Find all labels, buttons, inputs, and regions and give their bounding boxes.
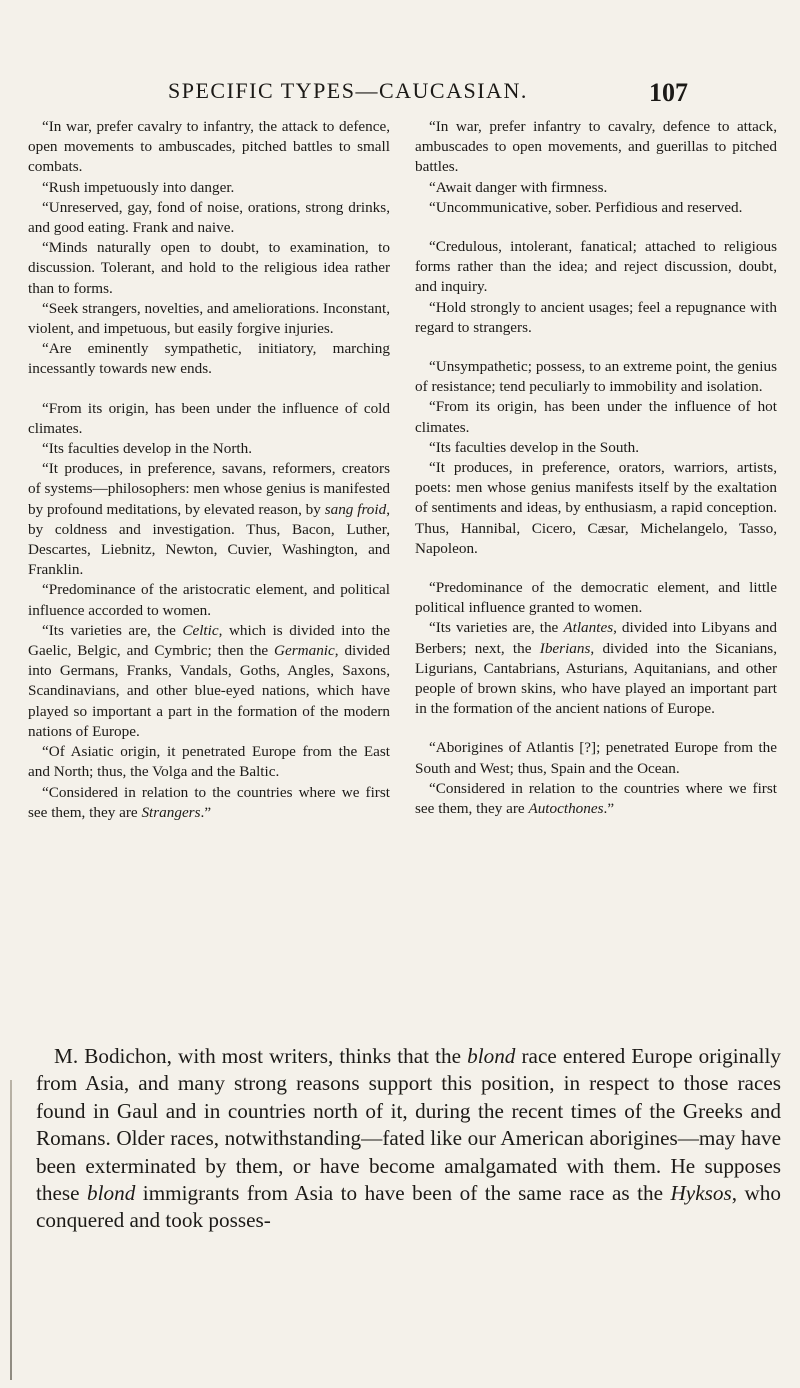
left-column-paragraph: “Unreserved, gay, fond of noise, orations, strong drinks, and good eating. Frank and naive. [28, 198, 390, 237]
left-column-paragraph: “Are eminently sympathetic, initiatory, marching incessantly towards new ends. [28, 340, 390, 378]
page-edge-shadow [10, 1080, 12, 1380]
running-head [168, 78, 688, 108]
right-column-paragraph: “Aborigines of Atlantis [?]; penetrated Europe from the South and West; thus, Spain and the Ocean. [415, 739, 777, 777]
right-column-paragraph: “Its faculties develop in the South. [429, 438, 640, 456]
left-column-paragraph: “Minds naturally open to doubt, to examination, to discussion. Tolerant, and hold to the religious idea rather than to forms. [28, 239, 390, 297]
right-column-paragraph: “Considered in relation to the countries where we first see them, they are Autocthones.” [415, 779, 777, 818]
right-column-paragraph: “Credulous, intolerant, fanatical; attached to religious forms rather than the idea; and reject discussion, doubt, and inquiry. [415, 238, 777, 296]
right-column-paragraph: “Uncommunicative, sober. Perfidious and reserved. [429, 198, 743, 216]
right-column-paragraph: “Predominance of the democratic element, and little political influence granted to women. [415, 579, 777, 617]
body-paragraph: M. Bodichon, with most writers, thinks that the blond race entered Europe originally from Asia, and many strong reasons support this position, in respect to those races found in Gaul and in countries north of it, during the recent times of the Greeks and Romans. Older races, notwithstanding—fated like our American aborigines—may have been exterminated by them, or have become amalgamated with them. He supposes these blond immigrants from Asia to have been of the same race as the Hyksos, who conquered and took posses- [36, 1044, 781, 1233]
left-column-paragraph: “From its origin, has been under the influence of cold climates. [28, 399, 390, 437]
right-column-paragraph: “Hold strongly to ancient usages; feel a repugnance with regard to strangers. [415, 298, 777, 336]
running-title: SPECIFIC TYPES—CAUCASIAN. [168, 78, 528, 103]
left-column-paragraph: “In war, prefer cavalry to infantry, the attack to defence, open movements to ambuscades, pitched battles to small combats. [28, 118, 390, 176]
left-column-paragraph: “Its varieties are, the Celtic, which is divided into the Gaelic, Belgic, and Cymbric; then the Germanic, divided into Germans, Franks, Vandals, Goths, Angles, Saxons, Scandinavians, and other blue-eyed nations, which have played so important a part in the formation of the modern nations of Europe. [28, 621, 390, 740]
right-column-paragraph: “Await danger with firmness. [429, 178, 608, 196]
right-column [415, 117, 777, 819]
left-column [28, 117, 390, 823]
left-column-paragraph: “Its faculties develop in the North. [42, 440, 253, 458]
left-column-paragraph: “Considered in relation to the countries where we first see them, they are Strangers.” [28, 783, 390, 821]
right-column-paragraph: “It produces, in preference, orators, warriors, artists, poets: men whose genius manifests itself by the exaltation of sentiments and ideas, by enthusiasm, a rapid conception. Thus, Hannibal, Cicero, Cæsar, Michelangelo, Tasso, Napoleon. [415, 459, 777, 557]
left-column-paragraph: “Of Asiatic origin, it penetrated Europe from the East and North; thus, the Volga and the Baltic. [28, 743, 390, 781]
page-number: 107 [649, 78, 688, 107]
right-column-paragraph: “From its origin, has been under the influence of hot climates. [415, 398, 777, 436]
right-column-paragraph: “Unsympathetic; possess, to an extreme point, the genius of resistance; tend peculiarly to immobility and isolation. [415, 358, 777, 396]
left-column-paragraph: “It produces, in preference, savans, reformers, creators of systems—philosophers: men whose genius is manifested by profound meditations, by elevated reason, by sang froid, by coldness and investigation. Thus, Bacon, Luther, Descartes, Liebnitz, Newton, Cuvier, Washington, and Franklin. [28, 460, 390, 579]
left-column-paragraph: “Seek strangers, novelties, and ameliorations. Inconstant, violent, and impetuous, but easily forgive injuries. [28, 299, 390, 338]
right-column-paragraph: “Its varieties are, the Atlantes, divided into Libyans and Berbers; next, the Iberians, divided into the Sicanians, Ligurians, Cantabrians, Asturians, Aquitanians, and other people of brown skins, who have played an important part in the formation of the ancient nations of Europe. [415, 619, 778, 718]
left-column-paragraph: “Rush impetuously into danger. [42, 178, 235, 196]
right-column-paragraph: “In war, prefer infantry to cavalry, defence to attack, ambuscades to open movements, and guerillas to pitched battles. [415, 118, 777, 176]
left-column-paragraph: “Predominance of the aristocratic element, and political influence accorded to women. [28, 581, 390, 619]
